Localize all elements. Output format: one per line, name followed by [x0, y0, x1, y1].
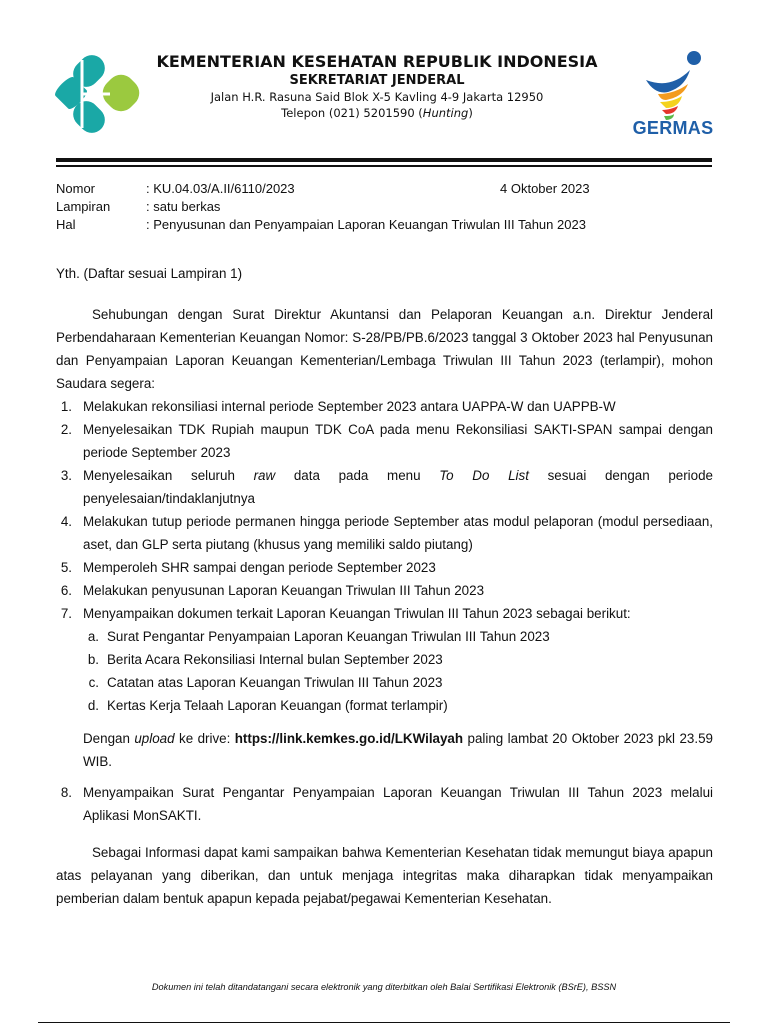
item-number: 3.	[60, 468, 72, 483]
item-number: 2.	[60, 422, 72, 437]
lampiran-value: : satu berkas	[146, 199, 221, 214]
item-text-todo: To Do List	[439, 468, 529, 483]
phone-suffix: )	[468, 106, 473, 120]
item-number: 1.	[60, 399, 72, 414]
item-text-pre: Menyelesaikan seluruh	[83, 468, 254, 483]
list-item	[56, 395, 713, 418]
header-divider-thin	[56, 165, 712, 167]
secretariat-name: SEKRETARIAT JENDERAL	[289, 73, 465, 88]
list-item	[56, 556, 713, 579]
upload-note-pre: Dengan	[83, 731, 135, 746]
upload-note	[83, 727, 713, 773]
subitem-letter: b.	[87, 652, 99, 667]
subitem-text: Surat Pengantar Penyampaian Laporan Keuangan Triwulan III Tahun 2023	[107, 629, 550, 644]
instruction-list	[56, 395, 713, 827]
phone-hunting: Hunting	[422, 106, 469, 120]
sublist-item	[83, 625, 713, 648]
sublist-item	[83, 648, 713, 671]
letter-date: 4 Oktober 2023	[500, 181, 590, 196]
list-item	[56, 781, 713, 827]
subitem-text: Kertas Kerja Telaah Laporan Keuangan (format terlampir)	[107, 698, 448, 713]
nomor-value: : KU.04.03/A.II/6110/2023	[146, 181, 295, 196]
esign-footer: Dokumen ini telah ditandatangani secara elektronik yang diterbitkan oleh Balai Sertifikasi Elektronik (BSrE), BSSN	[151, 982, 617, 992]
item-text: Melakukan penyusunan Laporan Keuangan Triwulan III Tahun 2023	[83, 583, 485, 598]
address: Jalan H.R. Rasuna Said Blok X-5 Kavling 4-9 Jakarta 12950	[210, 90, 544, 104]
phone	[140, 106, 614, 120]
list-item	[56, 418, 713, 464]
list-item	[56, 579, 713, 602]
phone-prefix: Telepon (021) 5201590 (	[281, 106, 423, 120]
lampiran-row	[56, 198, 716, 216]
item-text-post: sesuai dengan periode penyelesaian/tindaklanjutnya	[83, 468, 713, 506]
item-text-raw: raw	[253, 468, 276, 483]
subitem-letter: a.	[87, 629, 99, 644]
item-text: Melakukan tutup periode permanen hingga periode September atas modul pelaporan (modul persediaan, aset, dan GLP serta piutang (khusus yang memiliki saldo piutang)	[83, 514, 713, 552]
closing-paragraph: Sebagai Informasi dapat kami sampaikan bahwa Kementerian Kesehatan tidak memungut biaya apapun atas pelayanan yang diberikan, dan untuk menjaga integritas maka diharapkan tidak menyampaikan pemberian dalam bentuk apapun kepada pejabat/pegawai Kementerian Kesehatan.	[56, 845, 713, 906]
recipient: Yth. (Daftar sesuai Lampiran 1)	[56, 266, 243, 281]
list-item	[56, 602, 713, 773]
letter-body	[56, 262, 713, 923]
item-number: 5.	[60, 560, 72, 575]
item-number: 7.	[60, 606, 72, 621]
germas-label: GERMAS	[632, 118, 714, 138]
intro-paragraph: Sehubungan dengan Surat Direktur Akuntansi dan Pelaporan Keuangan a.n. Direktur Jenderal Perbendaharaan Kementerian Keuangan Nomor: S-28/PB/PB.6/2023 tanggal 3 Oktober 2023 hal Penyusunan dan Penyampaian Laporan Keuangan Kementerian/Lembaga Triwulan III Tahun 2023 (terlampir), mohon Saudara segera:	[56, 307, 713, 391]
upload-note-post: paling lambat 20 Oktober 2023 pkl 23.59 WIB.	[83, 731, 713, 769]
ministry-name: KEMENTERIAN KESEHATAN REPUBLIK INDONESIA	[156, 52, 598, 71]
letterhead	[140, 52, 614, 120]
sublist-item	[83, 694, 713, 717]
list-item	[56, 464, 713, 510]
header-divider-thick	[56, 158, 712, 162]
hal-row	[56, 216, 716, 234]
document-sublist	[83, 625, 713, 717]
footer-divider	[38, 1022, 730, 1023]
drive-link[interactable]: https://link.kemkes.go.id/LKWilayah	[234, 731, 464, 746]
item-text: Melakukan rekonsiliasi internal periode September 2023 antara UAPPA-W dan UAPPB-W	[83, 399, 616, 414]
list-item	[56, 510, 713, 556]
item-text: Menyampaikan Surat Pengantar Penyampaian Laporan Keuangan Triwulan III Tahun 2023 melalui Aplikasi MonSAKTI.	[83, 785, 713, 823]
sublist-item	[83, 671, 713, 694]
subitem-text: Berita Acara Rekonsiliasi Internal bulan September 2023	[107, 652, 443, 667]
item-number: 8.	[60, 785, 72, 800]
hal-value: : Penyusunan dan Penyampaian Laporan Keuangan Triwulan III Tahun 2023	[146, 217, 586, 232]
kemenkes-logo-icon	[52, 50, 142, 140]
upload-note-em: upload	[134, 731, 175, 746]
item-text: Memperoleh SHR sampai dengan periode September 2023	[83, 560, 436, 575]
letter-meta	[56, 180, 716, 234]
item-text: Menyampaikan dokumen terkait Laporan Keuangan Triwulan III Tahun 2023 sebagai berikut:	[83, 606, 631, 621]
nomor-label: Nomor	[56, 181, 96, 196]
item-number: 6.	[60, 583, 72, 598]
item-text-mid: data pada menu	[275, 468, 440, 483]
hal-label: Hal	[56, 217, 76, 232]
item-text: Menyelesaikan TDK Rupiah maupun TDK CoA pada menu Rekonsiliasi SAKTI-SPAN sampai dengan periode September 2023	[83, 422, 713, 460]
item-number: 4.	[60, 514, 72, 529]
nomor-row	[56, 180, 716, 198]
upload-note-mid: ke drive:	[174, 731, 235, 746]
subitem-letter: c.	[88, 675, 99, 690]
lampiran-label: Lampiran	[56, 199, 111, 214]
subitem-letter: d.	[87, 698, 99, 713]
subitem-text: Catatan atas Laporan Keuangan Triwulan III Tahun 2023	[107, 675, 443, 690]
